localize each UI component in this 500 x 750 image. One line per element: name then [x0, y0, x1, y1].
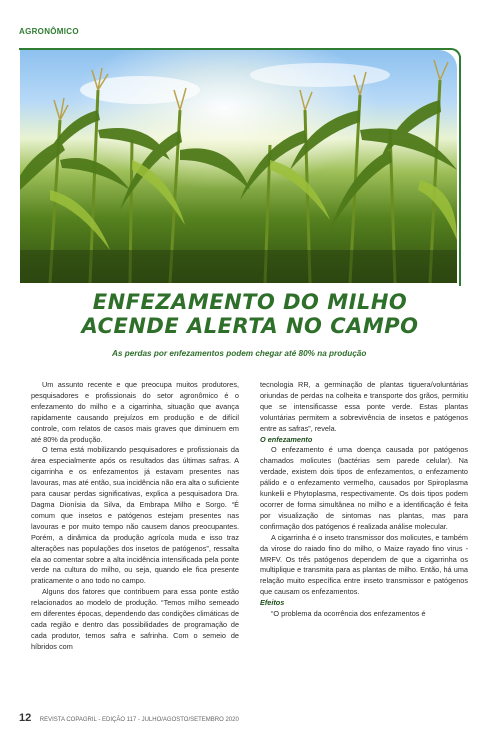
left-column — [31, 380, 239, 653]
subtitle: As perdas por enfezamentos podem chegar até 80% na produção — [112, 349, 367, 358]
section-heading: Efeitos — [260, 598, 285, 608]
photo-frame-right — [459, 56, 461, 286]
page-footer — [19, 712, 239, 724]
cornfield-illustration — [20, 50, 457, 283]
cornfield-photo — [20, 50, 457, 283]
page-title-line1: ENFEZAMENTO DO MILHO — [92, 290, 408, 314]
paragraph: O tema está mobilizando pesquisadores e profissionais da área especialmente após os resultados das últimas safras. A cigarrinha e os enfezamentos já estavam presentes nas lavouras, mas até então, sua incidência não era alta o suficiente para causar perdas significativas, explica a pesquisadora Dra. Dagma Dionísia da Silva, da Embrapa Milho e Sorgo. “É comum que insetos e patógenos estejam presentes nas lavouras e por muito tempo não causem danos preocupantes. Porém, a dinâmica da produção agrícola muda e isso traz alterações nas populações dos insetos de patógenos”, ressalta ela ao comentar sobre a alta incidência intensificada pela ponte verde na cultura do milho, ou seja, quando ele fica presente praticamente o ano todo no campo. — [31, 445, 239, 586]
paragraph: “O problema da ocorrência dos enfezamentos é — [271, 609, 426, 619]
section-heading: O enfezamento — [260, 434, 313, 444]
page-number: 12 — [19, 712, 32, 724]
paragraph: A cigarrinha é o inseto transmissor dos molicutes, e também da virose do raiado fino do milho, o Maize rayado fino virus - MRFV. Os três patógenos dependem de que a cigarrinha os multiplique e transmita para as plantas de milho. Então, há uma relação muito específica entre inseto transmissor e patógenos que causam os enfezamentos. — [260, 532, 468, 597]
section-label: AGRONÔMICO — [19, 27, 79, 36]
paragraph: Um assunto recente e que preocupa muitos produtores, pesquisadores e profissionais do setor agronômico é o enfezamento do milho e a cigarrinha, situação que avança rapidamente causando prejuízos em produção e de difícil controle, com relatos de casos mais graves que diminuem em até 80% da produção. — [31, 380, 239, 444]
paragraph: O enfezamento é uma doença causada por patógenos chamados molicutes (bactérias sem parede celular). Na verdade, existem dois tipos de enfezamentos, o enfezamento pálido e o enfezamento vermelho, causados por Spiroplasma kunkelii e Phytoplasma, respectivamente. Os dois tipos podem ocorrer de forma simultânea no milho e a identificação é feita por visualização de sintomas nas plantas, mas para confirmação dos patógenos é realizada análise molecular. — [260, 445, 468, 531]
paragraph: tecnologia RR, a germinação de plantas tiguera/voluntárias oriundas de perdas na colheita e transporte dos grãos, permitiu que se intensificasse essa ponte verde. Estas plantas voluntárias permitem a sobrevivência de insetos e patógenos entre as safras”, revela. — [260, 380, 468, 433]
right-column — [260, 380, 468, 620]
page-title-line2: ACENDE ALERTA NO CAMPO — [81, 314, 419, 338]
publication-info: REVISTA COPAGRIL - EDIÇÃO 117 - JULHO/AGOSTO/SETEMBRO 2020 — [39, 717, 239, 723]
paragraph: Alguns dos fatores que contribuem para essa ponte estão relacionados ao modelo de produção. “Temos milho semeado em diferentes épocas, dependendo das condições climáticas de cada região e dentro das possibilidades de programação de cada produtor, temos safra e safrinha. Com o semeio de híbridos com — [31, 587, 239, 651]
